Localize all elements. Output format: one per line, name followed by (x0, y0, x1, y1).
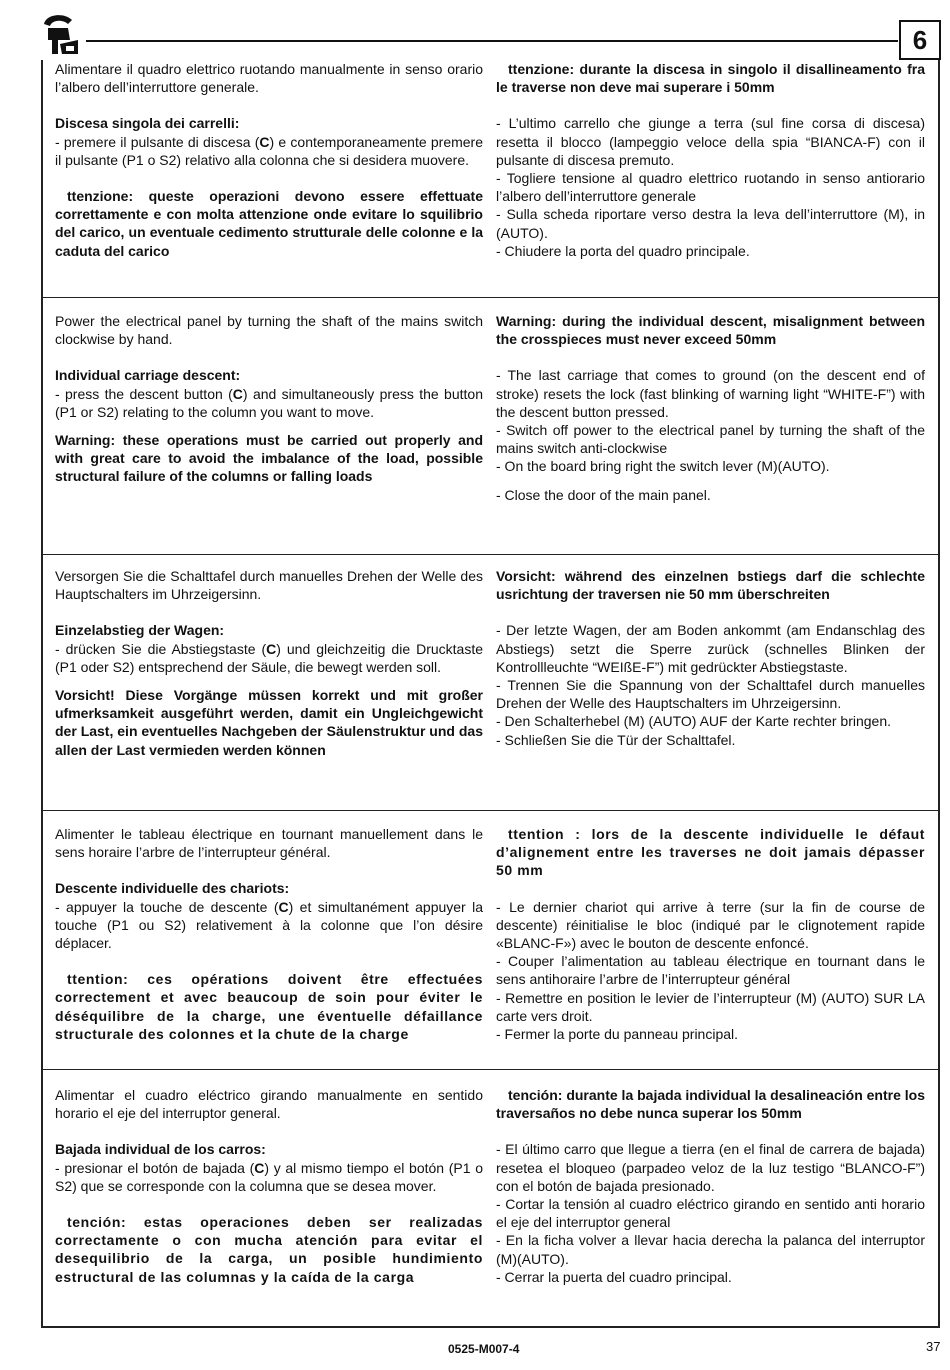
list-item: - Sulla scheda riportare verso destra la leva dell’interruttore (M), in (AUTO). (496, 206, 925, 241)
warning-text: Vorsicht! Diese Vorgänge müssen korrekt und mit großer ufmerksamkeit ausgeführt werden, damit ein Ungleichgewicht der Last, ein eventuelles Nachgeben der Säulenstruktur und das allen der Last vermieden werden können (55, 687, 483, 758)
list-item: - L’ultimo carrello che giunge a terra (sul fine corsa di discesa) resetta il blocco (lampeggio veloce della spia “BIANCA-F) con il pulsante di discesa premuto. (496, 115, 925, 168)
chapter-number: 6 (899, 20, 941, 60)
left-column (55, 1086, 483, 1286)
section-spanish (43, 1070, 938, 1326)
left-column (55, 567, 483, 759)
instruction-text: - premere il pulsante di discesa (C) e contemporaneamente premere il pulsante (P1 o S2) relativo alla colonna che si desidera muovere. (55, 133, 483, 168)
warning-text: Warning: these operations must be carried out properly and with great care to avoid the imbalance of the load, possible structural failure of the columns or falling loads (55, 432, 483, 485)
list-item: - Chiudere la porta del quadro principale. (496, 242, 750, 259)
warning-text: tención: durante la bajada individual la desalineación entre los traversaños no debe nunca superar los 50mm (496, 1087, 925, 1122)
section-german (43, 555, 938, 811)
heading: Descente individuelle des chariots: (55, 880, 290, 897)
list-item: - En la ficha volver a llevar hacia derecha la palanca del interruptor (M)(AUTO). (496, 1232, 925, 1267)
warning-text: ttention: ces opérations doivent être effectuées correctement et avec beaucoup de soin pour éviter le déséquilibre de la charge, une éventuelle défaillance structurale des colonnes et la chute de la charge (55, 971, 483, 1042)
list-item: - Togliere tensione al quadro elettrico ruotando in senso antiorario l’albero dell’interruttore generale (496, 170, 925, 205)
left-column (55, 312, 483, 486)
document-code: 0525-M007-4 (448, 1342, 520, 1356)
heading: Bajada individual de los carros: (55, 1141, 266, 1158)
power-on-text: Alimentar el cuadro eléctrico girando manualmente en sentido horario el eje del interruptor general. (55, 1087, 483, 1122)
warning-text: ttention : lors de la descente individuelle le défaut d’alignement entre les traverses ne doit jamais dépasser 50 mm (496, 826, 925, 879)
list-item: - Cortar la tensión al cuadro eléctrico girando en sentido anti horario el eje del interruptor general (496, 1196, 925, 1231)
list-item: - El último carro que llegue a tierra (en el final de carrera de bajada) resetea el bloqueo (parpadeo veloz de la luz testigo “BLANCO-F”) con el botón de bajada presionado. (496, 1141, 925, 1194)
heading: Einzelabstieg der Wagen: (55, 622, 225, 639)
warning-text: ttenzione: queste operazioni devono essere effettuate correttamente e con molta attenzione onde evitare lo squilibrio del carico, un eventuale cedimento strutturale delle colonne e la caduta del carico (55, 188, 483, 259)
heading: Discesa singola dei carrelli: (55, 115, 240, 132)
left-column (55, 825, 483, 1043)
power-on-text: Alimenter le tableau électrique en tournant manuellement dans le sens horaire l’arbre de l’interrupteur général. (55, 826, 483, 861)
right-column (496, 60, 925, 260)
instruction-text: - drücken Sie die Abstiegstaste (C) und gleichzeitig die Drucktaste (P1 oder S2) entsprechend der Säule, die bewegt werden soll. (55, 640, 483, 675)
section-italian (43, 60, 938, 298)
heading: Individual carriage descent: (55, 367, 241, 384)
warning-text: tención: estas operaciones deben ser realizadas correctamente o con mucha atención para evitar el desequilibrio de la carga, un posible hundimiento estructural de las columnas y la caída de la carga (55, 1214, 483, 1285)
left-column (55, 60, 483, 260)
section-english (43, 298, 938, 555)
instruction-text: - presionar el botón de bajada (C) y al mismo tiempo el botón (P1 o S2) que se corresponde con la columna que se desea mover. (55, 1159, 483, 1194)
manufacturer-logo (38, 10, 82, 58)
list-item: - Trennen Sie die Spannung von der Schalttafel durch manuelles Drehen der Welle des Hauptschalters im Uhrzeigersinn. (496, 677, 925, 712)
content-frame (41, 60, 940, 1328)
right-column (496, 825, 925, 1043)
power-on-text: Alimentare il quadro elettrico ruotando manualmente in senso orario l’albero dell’interruttore generale. (55, 61, 483, 96)
list-item: - Switch off power to the electrical panel by turning the shaft of the mains switch anti-clockwise (496, 422, 925, 457)
page-number: 37 (926, 1339, 941, 1354)
list-item: - Der letzte Wagen, der am Boden ankommt (am Endanschlag des Abstiegs) setzt die Sperre zurück (schnelles Blinken der Kontrollleuchte “WEIßE-F”) mit gedrückter Abstiegstaste. (496, 622, 925, 675)
power-on-text: Versorgen Sie die Schalttafel durch manuelles Drehen der Welle des Hauptschalters im Uhrzeigersinn. (55, 568, 483, 603)
instruction-text: - appuyer la touche de descente (C) et simultanément appuyer la touche (P1 ou S2) relativement à la colonne que l’on désire déplacer. (55, 898, 483, 952)
list-item: - Remettre en position le levier de l’interrupteur (M) (AUTO) SUR LA carte vers droit. (496, 989, 925, 1024)
list-item: - Le dernier chariot qui arrive à terre (sur la fin de course de descente) réinitialise le bloc (indiqué par le clignotement rapide «BLANC-F») avec le bouton de descente enfoncé. (496, 898, 925, 952)
header-rule (86, 40, 898, 42)
list-item: - Fermer la porte du panneau principal. (496, 1026, 739, 1043)
right-column (496, 312, 925, 504)
list-item: - Cerrar la puerta del cuadro principal. (496, 1268, 732, 1285)
list-item: - On the board bring right the switch lever (M)(AUTO). (496, 458, 830, 475)
list-item: - Close the door of the main panel. (496, 486, 711, 503)
list-item: - The last carriage that comes to ground (on the descent end of stroke) resets the lock (fast blinking of warning light “WHITE-F”) with the descent button pressed. (496, 367, 925, 420)
warning-text: ttenzione: durante la discesa in singolo il disallineamento fra le traverse non deve mai superare i 50mm (496, 61, 925, 96)
list-item: - Den Schalterhebel (M) (AUTO) AUF der Karte rechter bringen. (496, 713, 892, 730)
section-french (43, 811, 938, 1070)
right-column (496, 1086, 925, 1286)
list-item: - Schließen Sie die Tür der Schalttafel. (496, 731, 736, 748)
power-on-text: Power the electrical panel by turning the shaft of the mains switch clockwise by hand. (55, 313, 483, 348)
warning-text: Warning: during the individual descent, misalignment between the crosspieces must never exceed 50mm (496, 313, 925, 348)
right-column (496, 567, 925, 749)
list-item: - Couper l’alimentation au tableau électrique en tournant dans le sens antihoraire l’arbre de l’interrupteur général (496, 953, 925, 988)
warning-text: Vorsicht: während des einzelnen bstiegs darf die schlechte usrichtung der traversen nie 50 mm überschreiten (496, 568, 925, 603)
instruction-text: - press the descent button (C) and simultaneously press the button (P1 or S2) relating to the column you want to move. (55, 385, 483, 420)
